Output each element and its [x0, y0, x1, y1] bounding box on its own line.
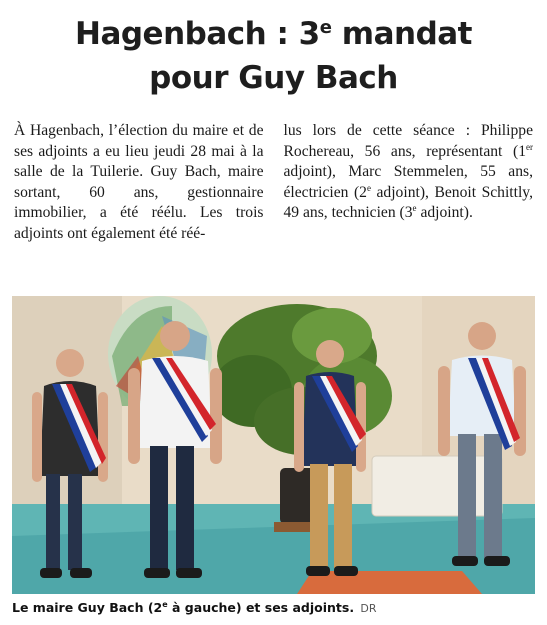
photo-caption: Le maire Guy Bach (2e à gauche) et ses adjoints. DR: [12, 600, 377, 615]
group-photo-illustration: [12, 296, 535, 594]
headline-line-1: Hagenbach : 3e mandat: [75, 16, 472, 52]
photo-credit: DR: [360, 602, 377, 615]
group-photo: [12, 296, 535, 594]
headline-line-2: pour Guy Bach: [149, 60, 398, 96]
article-column-1: [14, 121, 264, 244]
article-paragraph-2: lus lors de cette séance : Philippe Rochereau, 56 ans, représentant (1er adjoint), Marc Stemmelen, 55 ans, électricien (2e adjoint), Benoit Schittly, 49 ans, technicien (3e adjoint).: [283, 122, 533, 221]
article-paragraph-1: À Hagenbach, l’élection du maire et de ses adjoints a eu lieu jeudi 28 mai à la salle de la Tuilerie. Guy Bach, maire sortant, 60 ans, gestionnaire immobilier, a été réélu. Les trois adjoints ont également été réé-: [14, 122, 264, 242]
article-column-2: [284, 121, 534, 244]
article-body: [14, 121, 533, 244]
headline: [0, 6, 547, 100]
